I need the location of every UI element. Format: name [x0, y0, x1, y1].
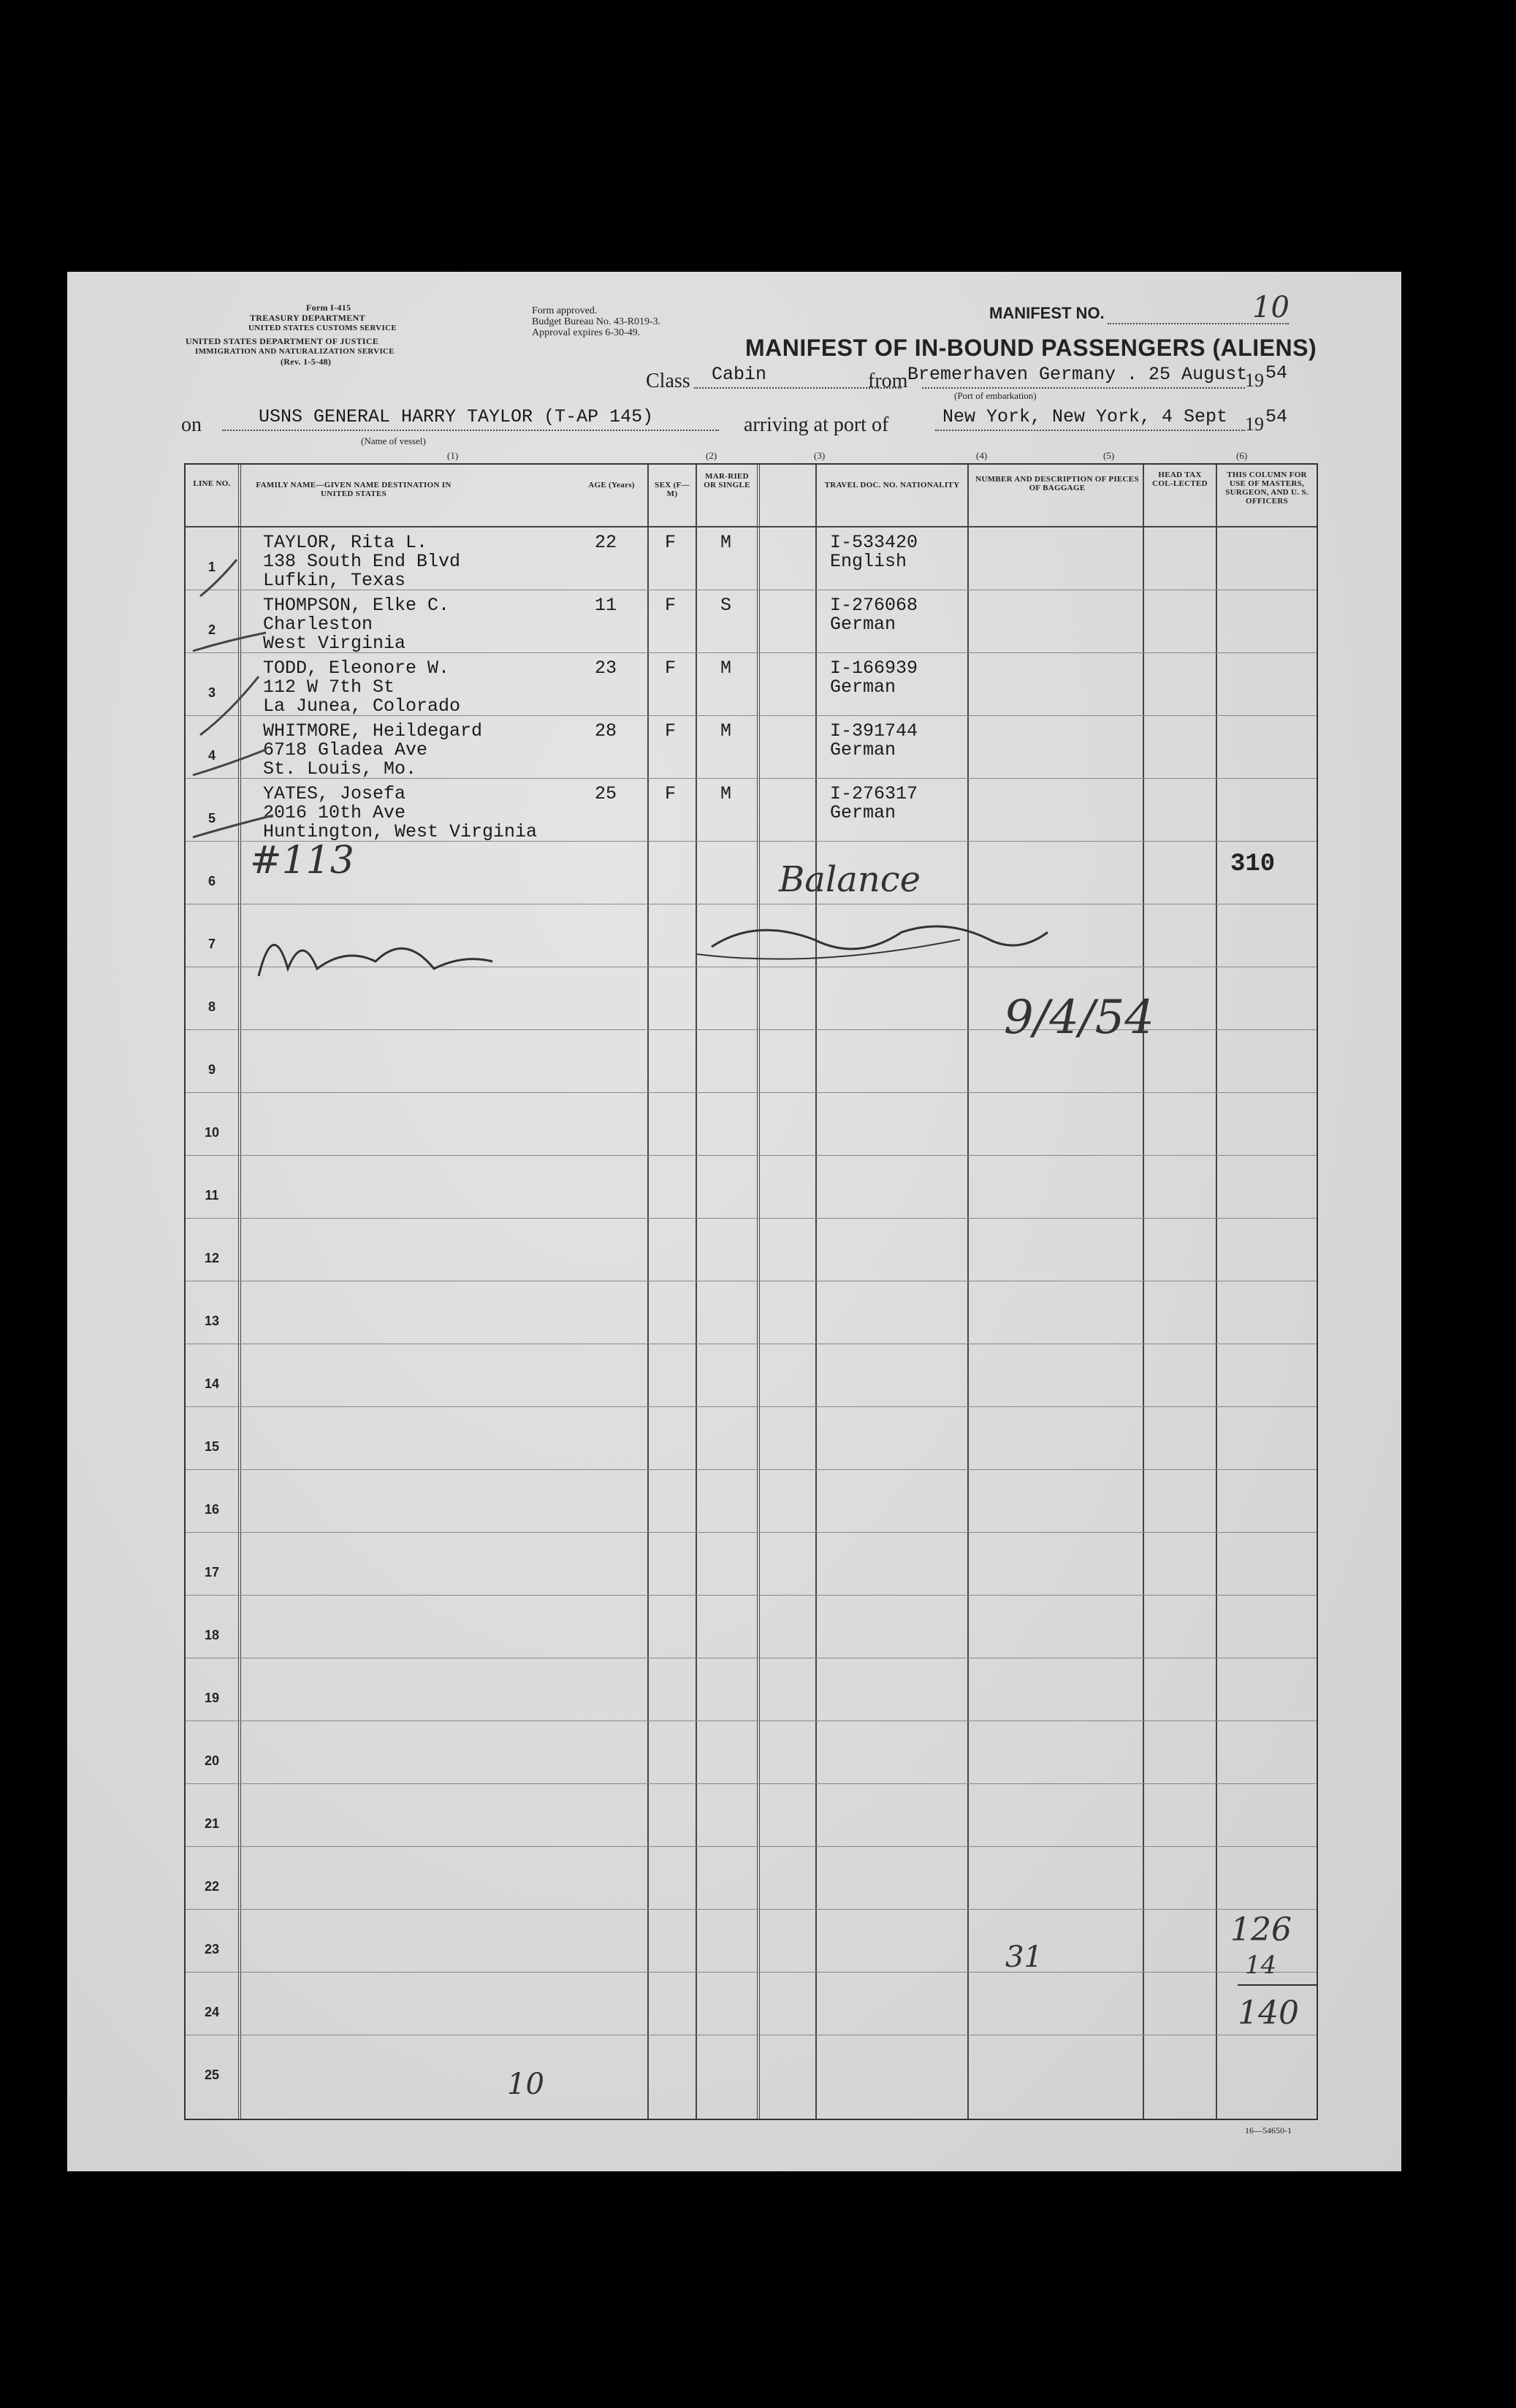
- passenger-name: THOMPSON, Elke C.: [263, 595, 450, 616]
- passenger-doc: I-391744: [830, 720, 918, 742]
- passenger-age: 23: [595, 658, 617, 679]
- header-sex: SEX (F—M): [655, 481, 690, 498]
- col-num-1: (1): [447, 450, 459, 461]
- col-num-6: (6): [1236, 450, 1248, 461]
- header-travel-doc: TRAVEL DOC. NO. NATIONALITY: [824, 481, 960, 489]
- handwritten-date: 9/4/54: [1004, 991, 1154, 1045]
- line-number: 15: [204, 1439, 220, 1454]
- from-underline: [922, 387, 1245, 389]
- passenger-age: 11: [595, 595, 617, 616]
- line-number: 12: [204, 1251, 220, 1265]
- passenger-city: Lufkin, Texas: [263, 570, 406, 591]
- line-number: 6: [207, 874, 216, 888]
- header-officers: THIS COLUMN FOR USE OF MASTERS, SURGEON, AND U. S. OFFICERS: [1225, 470, 1309, 506]
- vessel-name: USNS GENERAL HARRY TAYLOR (T-AP 145): [259, 406, 654, 427]
- passenger-sex: F: [665, 783, 677, 804]
- passenger-doc: I-276068: [830, 595, 918, 616]
- handwritten-total: 140: [1238, 1994, 1299, 2032]
- header-head-tax: HEAD TAX COL-LECTED: [1152, 470, 1208, 488]
- line-number: 5: [207, 811, 216, 826]
- line-number: 1: [207, 560, 216, 574]
- passenger-age: 22: [595, 532, 617, 553]
- line-number: 24: [204, 2005, 220, 2019]
- passenger-marital: M: [720, 658, 732, 679]
- line-number: 17: [204, 1565, 220, 1580]
- arriving-label: arriving at port of: [744, 414, 889, 436]
- form-number: Form I-415: [306, 302, 351, 313]
- handwritten-bottom-number: 10: [507, 2068, 544, 2101]
- passenger-address: 138 South End Blvd: [263, 551, 461, 572]
- line-number: 23: [204, 1942, 220, 1956]
- revision: (Rev. 1-5-48): [281, 357, 332, 367]
- passenger-marital: M: [720, 532, 732, 553]
- vessel-label: (Name of vessel): [361, 435, 426, 446]
- handwritten-tally: 14: [1245, 1951, 1277, 1980]
- manifest-sheet: [67, 272, 1401, 2171]
- arrival-port: New York, New York, 4 Sept: [942, 406, 1228, 427]
- passenger-name: TODD, Eleonore W.: [263, 658, 450, 679]
- col-num-2: (2): [706, 450, 717, 461]
- header-baggage: NUMBER AND DESCRIPTION OF PIECES OF BAGGAGE: [975, 475, 1139, 492]
- header-line-no: LINE NO.: [193, 479, 231, 488]
- passenger-sex: F: [665, 658, 677, 679]
- line-number: 10: [204, 1125, 220, 1140]
- passenger-nationality: German: [830, 677, 896, 698]
- justice-dept: UNITED STATES DEPARTMENT OF JUSTICE: [186, 336, 379, 346]
- line-number: 7: [207, 937, 216, 951]
- col-num-4: (4): [976, 450, 988, 461]
- passenger-doc: I-166939: [830, 658, 918, 679]
- passenger-name: YATES, Josefa: [263, 783, 406, 804]
- passenger-marital: M: [720, 720, 732, 742]
- passenger-age: 25: [595, 783, 617, 804]
- passenger-table: [184, 463, 1318, 2120]
- passenger-city: Huntington, West Virginia: [263, 821, 538, 842]
- line-number: 20: [204, 1753, 220, 1768]
- line-number: 22: [204, 1879, 220, 1894]
- header-age: AGE (Years): [588, 481, 635, 489]
- year-prefix: 19: [1245, 370, 1264, 391]
- passenger-count: 310: [1230, 850, 1276, 878]
- passenger-city: La Junea, Colorado: [263, 696, 461, 717]
- embarkation-label: (Port of embarkation): [954, 390, 1037, 401]
- col-num-5: (5): [1103, 450, 1115, 461]
- budget-bureau: Budget Bureau No. 43-R019-3.: [532, 316, 661, 327]
- arrival-underline: [935, 430, 1245, 431]
- handwritten-tally: 31: [1005, 1940, 1043, 1974]
- tally-rule: [1238, 1984, 1318, 1986]
- year-prefix-2: 19: [1245, 414, 1264, 435]
- footer-code: 16—54650-1: [1245, 2125, 1292, 2135]
- line-number: 11: [205, 1188, 219, 1203]
- passenger-address: Charleston: [263, 614, 373, 635]
- line-number: 2: [207, 622, 216, 637]
- col-num-3: (3): [814, 450, 826, 461]
- line-number: 25: [204, 2068, 220, 2082]
- class-label: Class: [646, 370, 690, 392]
- line-number: 14: [204, 1376, 220, 1391]
- header-married: MAR-RIED OR SINGLE: [704, 472, 750, 489]
- line-number: 9: [207, 1062, 216, 1077]
- year-suffix: 54: [1265, 362, 1288, 384]
- line-number: 18: [204, 1628, 220, 1642]
- from-label: from: [868, 370, 908, 392]
- line-number: 3: [207, 685, 216, 700]
- ins-service: IMMIGRATION AND NATURALIZATION SERVICE: [195, 347, 395, 356]
- line-number: 13: [204, 1314, 220, 1328]
- passenger-address: 2016 10th Ave: [263, 802, 406, 823]
- passenger-marital: S: [720, 595, 732, 616]
- year-suffix-2: 54: [1265, 406, 1288, 427]
- page-title: MANIFEST OF IN-BOUND PASSENGERS (ALIENS): [745, 335, 1317, 361]
- passenger-nationality: English: [830, 551, 907, 572]
- line-number: 16: [204, 1502, 220, 1517]
- from-value: Bremerhaven Germany . 25 August: [907, 364, 1248, 385]
- passenger-doc: I-533420: [830, 532, 918, 553]
- passenger-city: West Virginia: [263, 633, 406, 654]
- handwritten-balance: Balance: [779, 859, 921, 900]
- customs-service: UNITED STATES CUSTOMS SERVICE: [248, 324, 397, 332]
- manifest-number: 10: [1252, 291, 1290, 324]
- passenger-address: 6718 Gladea Ave: [263, 739, 428, 761]
- passenger-age: 28: [595, 720, 617, 742]
- passenger-sex: F: [665, 595, 677, 616]
- line-number: 8: [207, 999, 216, 1014]
- officer-signature: [229, 888, 1106, 1078]
- class-value: Cabin: [712, 364, 767, 385]
- handwritten-tally: 126: [1230, 1911, 1292, 1948]
- line-number: 21: [204, 1816, 220, 1831]
- passenger-address: 112 W 7th St: [263, 677, 395, 698]
- line-number: 19: [204, 1691, 220, 1705]
- passenger-sex: F: [665, 720, 677, 742]
- handwritten-note: #113: [250, 839, 354, 883]
- form-approved: Form approved.: [532, 305, 598, 316]
- line-number: 4: [207, 748, 216, 763]
- manifest-label: MANIFEST NO.: [989, 304, 1105, 322]
- on-label: on: [181, 414, 202, 436]
- header-name: FAMILY NAME—GIVEN NAME DESTINATION IN UNITED STATES: [256, 481, 452, 498]
- passenger-name: WHITMORE, Heildegard: [263, 720, 483, 742]
- treasury-dept: TREASURY DEPARTMENT: [250, 313, 365, 323]
- passenger-city: St. Louis, Mo.: [263, 758, 417, 780]
- passenger-doc: I-276317: [830, 783, 918, 804]
- passenger-nationality: German: [830, 802, 896, 823]
- passenger-sex: F: [665, 532, 677, 553]
- passenger-name: TAYLOR, Rita L.: [263, 532, 428, 553]
- approval-expires: Approval expires 6-30-49.: [532, 327, 641, 338]
- vessel-underline: [222, 430, 719, 431]
- passenger-marital: M: [720, 783, 732, 804]
- passenger-nationality: German: [830, 614, 896, 635]
- passenger-nationality: German: [830, 739, 896, 761]
